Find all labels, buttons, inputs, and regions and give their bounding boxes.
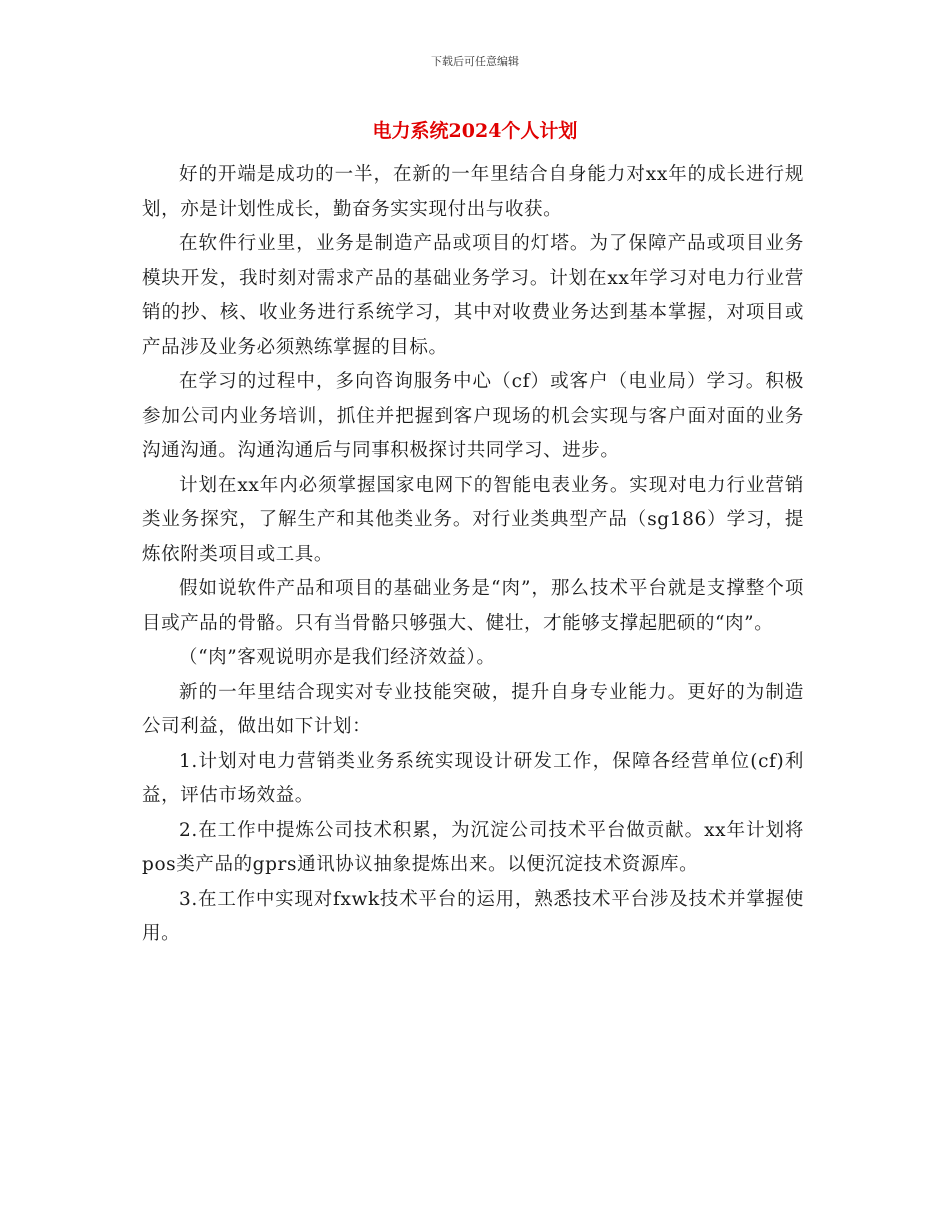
page-header: 下载后可任意编辑 (431, 55, 519, 68)
paragraph: 计划在xx年内必须掌握国家电网下的智能电表业务。实现对电力行业营销类业务探究，了解生产和其他类业务。对行业类典型产品（sg186）学习，提炼依附类项目或工具。 (142, 474, 804, 565)
paragraph: 假如说软件产品和项目的基础业务是“肉”，那么技术平台就是支撑整个项目或产品的骨骼。只有当骨骼只够强大、健壮，才能够支撑起肥硕的“肉”。 (142, 578, 804, 634)
paragraph: 新的一年里结合现实对专业技能突破，提升自身专业能力。更好的为制造公司利益，做出如下计划： (142, 681, 804, 737)
paragraph: 2.在工作中提炼公司技术积累，为沉淀公司技术平台做贡献。xx年计划将 pos类产品的gprs通讯协议抽象提炼出来。以便沉淀技术资源库。 (142, 819, 804, 875)
document-title: 电力系统2024个人计划 (372, 120, 578, 142)
paragraph: 1.计划对电力营销类业务系统实现设计研发工作，保障各经营单位(cf)利益，评估市场效益。 (142, 750, 804, 806)
paragraph: 好的开端是成功的一半，在新的一年里结合自身能力对xx年的成长进行规划，亦是计划性成长，勤奋务实实现付出与收获。 (142, 164, 804, 220)
document-body (142, 158, 804, 952)
paragraph: 在学习的过程中，多向咨询服务中心（cf）或客户（电业局）学习。积极参加公司内业务培训，抓住并把握到客户现场的机会实现与客户面对面的业务沟通沟通。沟通沟通后与同事积极探讨共同学习、进步。 (142, 371, 804, 461)
paragraph: 3.在工作中实现对fxwk技术平台的运用，熟悉技术平台涉及技术并掌握使用。 (142, 888, 804, 944)
paragraph: （“肉”客观说明亦是我们经济效益）。 (179, 647, 496, 668)
paragraph: 在软件行业里，业务是制造产品或项目的灯塔。为了保障产品或项目业务模块开发，我时刻对需求产品的基础业务学习。计划在xx年学习对电力行业营销的抄、核、收业务进行系统学习，其中对收费业务达到基本掌握，对项目或产品涉及业务必须熟练掌握的目标。 (142, 233, 804, 358)
